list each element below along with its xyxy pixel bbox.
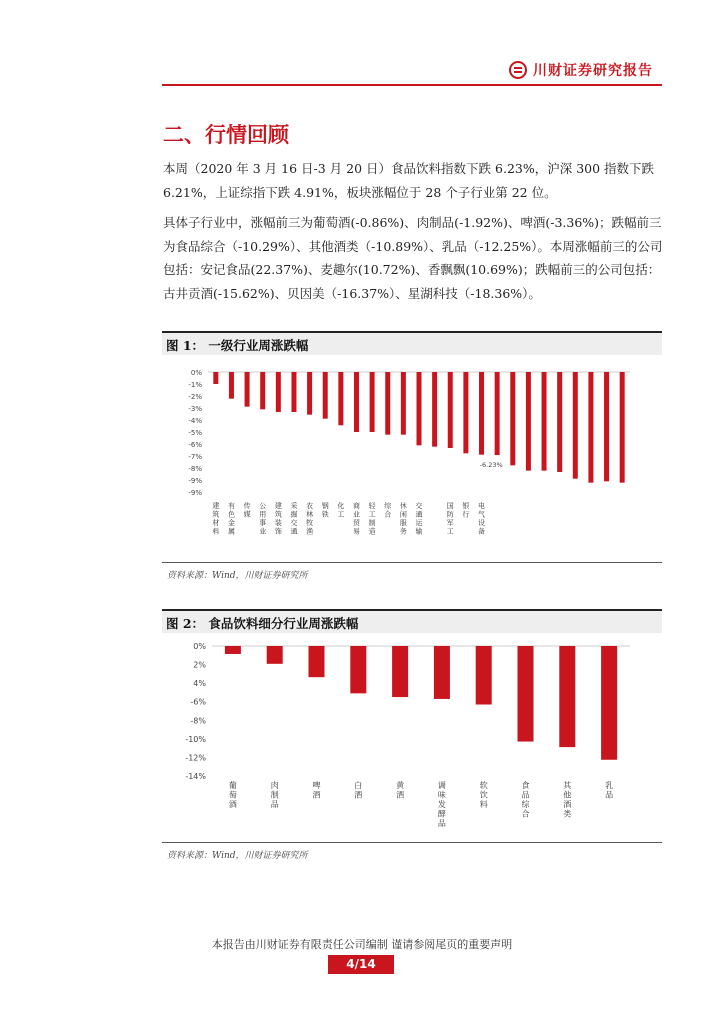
bar xyxy=(601,646,617,760)
x-category-label: 酵 xyxy=(437,809,446,819)
bar xyxy=(245,372,250,407)
bar xyxy=(495,372,500,455)
x-category-label: 色 xyxy=(227,510,235,519)
bar xyxy=(559,646,575,747)
bar xyxy=(354,372,359,432)
x-category-label: 渔 xyxy=(306,527,314,536)
header-rule xyxy=(162,84,662,86)
x-category-label: 装 xyxy=(274,519,282,527)
x-category-label: 媒 xyxy=(243,510,251,519)
x-category-label: 筑 xyxy=(212,510,220,519)
bar xyxy=(307,372,312,415)
x-category-label: 轻 xyxy=(368,502,376,510)
figure-1-header xyxy=(162,331,662,355)
y-tick-label: -6% xyxy=(190,697,206,707)
x-category-label: 银 xyxy=(462,502,470,510)
paragraph-1: 本周（2020 年 3 月 16 日-3 月 20 日）食品饮料指数下跌 6.23%，沪深 300 指数下跌 6.21%，上证综指下跌 4.91%，板块涨幅位于 28 个子行业第 22 位。 xyxy=(163,161,655,200)
x-category-label: 行 xyxy=(462,510,470,519)
bar xyxy=(479,372,484,455)
x-category-label: 葡 xyxy=(228,781,237,790)
y-tick-label: -10% xyxy=(185,734,206,744)
bar xyxy=(448,372,453,448)
x-category-label: 其 xyxy=(563,781,572,790)
x-category-label: 品 xyxy=(605,790,614,800)
x-category-label: 工 xyxy=(368,510,376,519)
y-tick-label: -7% xyxy=(188,453,202,461)
x-category-label: 备 xyxy=(478,527,486,536)
paragraph-2: 具体子行业中，涨幅前三为葡萄酒(-0.86%)、肉制品(-1.92%)、啤酒(-3.36%)；跌幅前三为食品综合（-10.29%）、其他酒类（-10.89%）、乳品（-12.25%）。本周涨幅前三的公司包括：安记食品(22.37%)、麦趣尔(10.72%)、香飘飘(10.69%)；跌幅前三的公司包括：古井贡酒(-15.62%)、贝因美（-16.37%）、星湖科技（-18.36%）。 xyxy=(163,215,663,301)
bar xyxy=(604,372,609,481)
x-category-label: 发 xyxy=(437,800,446,809)
bar xyxy=(620,372,625,483)
x-category-label: 筑 xyxy=(274,510,282,519)
bar xyxy=(542,372,547,471)
y-tick-label: -8% xyxy=(188,465,202,473)
bar xyxy=(463,372,468,453)
x-category-label: 合 xyxy=(384,510,392,519)
y-tick-label: -1% xyxy=(188,381,202,389)
x-category-label: 设 xyxy=(478,519,486,527)
x-category-label: 务 xyxy=(399,527,407,536)
y-tick-label: -9% xyxy=(188,489,202,497)
x-category-label: 品 xyxy=(270,800,279,809)
x-category-label: 金 xyxy=(227,519,235,527)
bar xyxy=(323,372,328,419)
page-number: 4/14 xyxy=(328,955,394,974)
x-category-label: 料 xyxy=(212,527,220,536)
x-category-label: 公 xyxy=(259,502,267,510)
x-category-label: 肉 xyxy=(270,781,279,790)
figure-1-source: 资料来源：Wind，川财证券研究所 xyxy=(167,571,308,581)
figure-1-source-rule xyxy=(162,562,662,563)
x-category-label: 建 xyxy=(212,502,220,510)
logo-icon xyxy=(509,61,527,79)
chart-industry-weekly-change xyxy=(162,356,662,556)
y-tick-label: -8% xyxy=(190,716,206,726)
x-category-label: 食 xyxy=(521,781,530,790)
bar xyxy=(213,372,218,384)
bar xyxy=(267,646,283,664)
x-category-label: 业 xyxy=(352,510,360,519)
y-tick-label: 0% xyxy=(193,642,206,651)
bar xyxy=(573,372,578,479)
x-category-label: 钢 xyxy=(321,502,329,510)
bar xyxy=(370,372,375,432)
bar xyxy=(557,372,562,472)
x-category-label: 采 xyxy=(290,502,298,510)
x-category-label: 造 xyxy=(368,527,376,536)
bar xyxy=(526,372,531,471)
x-category-label: 酒 xyxy=(396,790,405,800)
x-category-label: 防 xyxy=(446,510,454,519)
x-category-label: 军 xyxy=(446,519,454,527)
x-category-label: 品 xyxy=(521,790,530,800)
bar xyxy=(260,372,265,409)
bar xyxy=(510,372,515,465)
x-category-label: 贸 xyxy=(352,519,360,527)
bar xyxy=(417,372,422,445)
y-tick-label: -9% xyxy=(188,477,202,485)
x-category-label: 交 xyxy=(415,502,423,510)
x-category-label: 工 xyxy=(337,510,345,519)
footer-disclaimer: 本报告由川财证券有限责任公司编制 谨请参阅尾页的重要声明 xyxy=(211,938,513,951)
x-category-label: 酒 xyxy=(228,800,237,809)
x-category-label: 黄 xyxy=(396,781,405,790)
bar xyxy=(588,372,593,483)
figure-1-title: 图 1： 一级行业周涨跌幅 xyxy=(166,338,309,353)
x-category-label: 乳 xyxy=(605,781,614,790)
company-logo xyxy=(509,60,653,80)
x-category-label: 软 xyxy=(479,781,488,790)
x-category-label: 属 xyxy=(227,527,235,536)
x-category-label: 工 xyxy=(446,527,454,536)
x-category-label: 类 xyxy=(563,809,572,819)
y-tick-label: 4% xyxy=(193,679,206,689)
x-category-label: 休 xyxy=(399,502,407,510)
x-category-label: 易 xyxy=(352,527,360,536)
x-category-label: 材 xyxy=(212,519,220,527)
bar xyxy=(434,646,450,699)
bar xyxy=(401,372,406,435)
bar xyxy=(432,372,437,447)
bar xyxy=(309,646,325,677)
x-category-label: 制 xyxy=(270,790,279,800)
x-category-label: 综 xyxy=(384,502,392,510)
x-category-label: 化 xyxy=(337,502,345,510)
x-category-label: 传 xyxy=(243,502,251,510)
bar xyxy=(225,646,241,654)
x-category-label: 闲 xyxy=(399,510,407,519)
x-category-label: 用 xyxy=(259,510,267,519)
section-title: 二、行情回顾 xyxy=(163,122,289,147)
x-category-label: 建 xyxy=(274,502,282,510)
x-category-label: 气 xyxy=(478,510,486,519)
y-tick-label: -5% xyxy=(188,429,202,437)
x-category-label: 电 xyxy=(478,502,486,510)
bar xyxy=(350,646,366,693)
x-category-label: 交 xyxy=(290,519,298,527)
x-category-label: 铁 xyxy=(321,510,329,519)
x-category-label: 他 xyxy=(563,790,572,800)
x-category-label: 酒 xyxy=(563,800,572,809)
data-label: -6.23% xyxy=(479,461,503,470)
company-name: 川财证券研究报告 xyxy=(533,63,653,79)
x-category-label: 通 xyxy=(290,527,298,536)
x-category-label: 饰 xyxy=(274,527,282,536)
bar xyxy=(338,372,343,425)
bar xyxy=(229,372,234,399)
x-category-label: 综 xyxy=(521,800,530,809)
x-category-label: 运 xyxy=(415,519,423,527)
y-tick-label: -3% xyxy=(188,405,202,413)
x-category-label: 啤 xyxy=(312,781,321,790)
y-tick-label: 0% xyxy=(190,369,202,377)
y-tick-label: -2% xyxy=(188,393,202,401)
bar xyxy=(476,646,492,705)
x-category-label: 品 xyxy=(437,819,446,828)
x-category-label: 输 xyxy=(415,527,423,536)
x-category-label: 林 xyxy=(306,510,314,519)
y-tick-label: -12% xyxy=(185,753,206,763)
x-category-label: 酒 xyxy=(312,790,321,800)
x-category-label: 白 xyxy=(354,781,363,790)
figure-2-source-rule xyxy=(162,842,662,843)
x-category-label: 饮 xyxy=(479,790,488,800)
x-category-label: 业 xyxy=(259,527,267,536)
figure-2-source: 资料来源：Wind，川财证券研究所 xyxy=(167,851,308,861)
y-tick-label: -4% xyxy=(188,417,202,425)
x-category-label: 掘 xyxy=(290,510,298,519)
bar xyxy=(518,646,534,742)
x-category-label: 事 xyxy=(259,519,267,527)
x-category-label: 合 xyxy=(521,809,530,819)
x-category-label: 有 xyxy=(227,502,235,510)
y-tick-label: -14% xyxy=(185,772,206,781)
figure-2-header xyxy=(162,609,662,633)
x-category-label: 料 xyxy=(479,800,488,809)
x-category-label: 国 xyxy=(446,502,454,510)
bar xyxy=(291,372,296,412)
x-category-label: 农 xyxy=(306,502,314,510)
bar xyxy=(276,372,281,412)
bar xyxy=(392,646,408,697)
x-category-label: 调 xyxy=(437,781,446,790)
x-category-label: 通 xyxy=(415,510,423,519)
x-category-label: 萄 xyxy=(228,790,237,800)
bar xyxy=(385,372,390,435)
figure-2-title: 图 2： 食品饮料细分行业周涨跌幅 xyxy=(166,616,359,631)
x-category-label: 酒 xyxy=(354,790,363,800)
y-tick-label: 2% xyxy=(193,660,206,670)
x-category-label: 牧 xyxy=(306,519,314,527)
x-category-label: 服 xyxy=(399,519,407,527)
chart-food-subindustry-change xyxy=(162,634,662,838)
y-tick-label: -6% xyxy=(188,441,202,449)
x-category-label: 味 xyxy=(437,790,446,800)
x-category-label: 制 xyxy=(368,519,376,527)
x-category-label: 商 xyxy=(352,502,360,510)
